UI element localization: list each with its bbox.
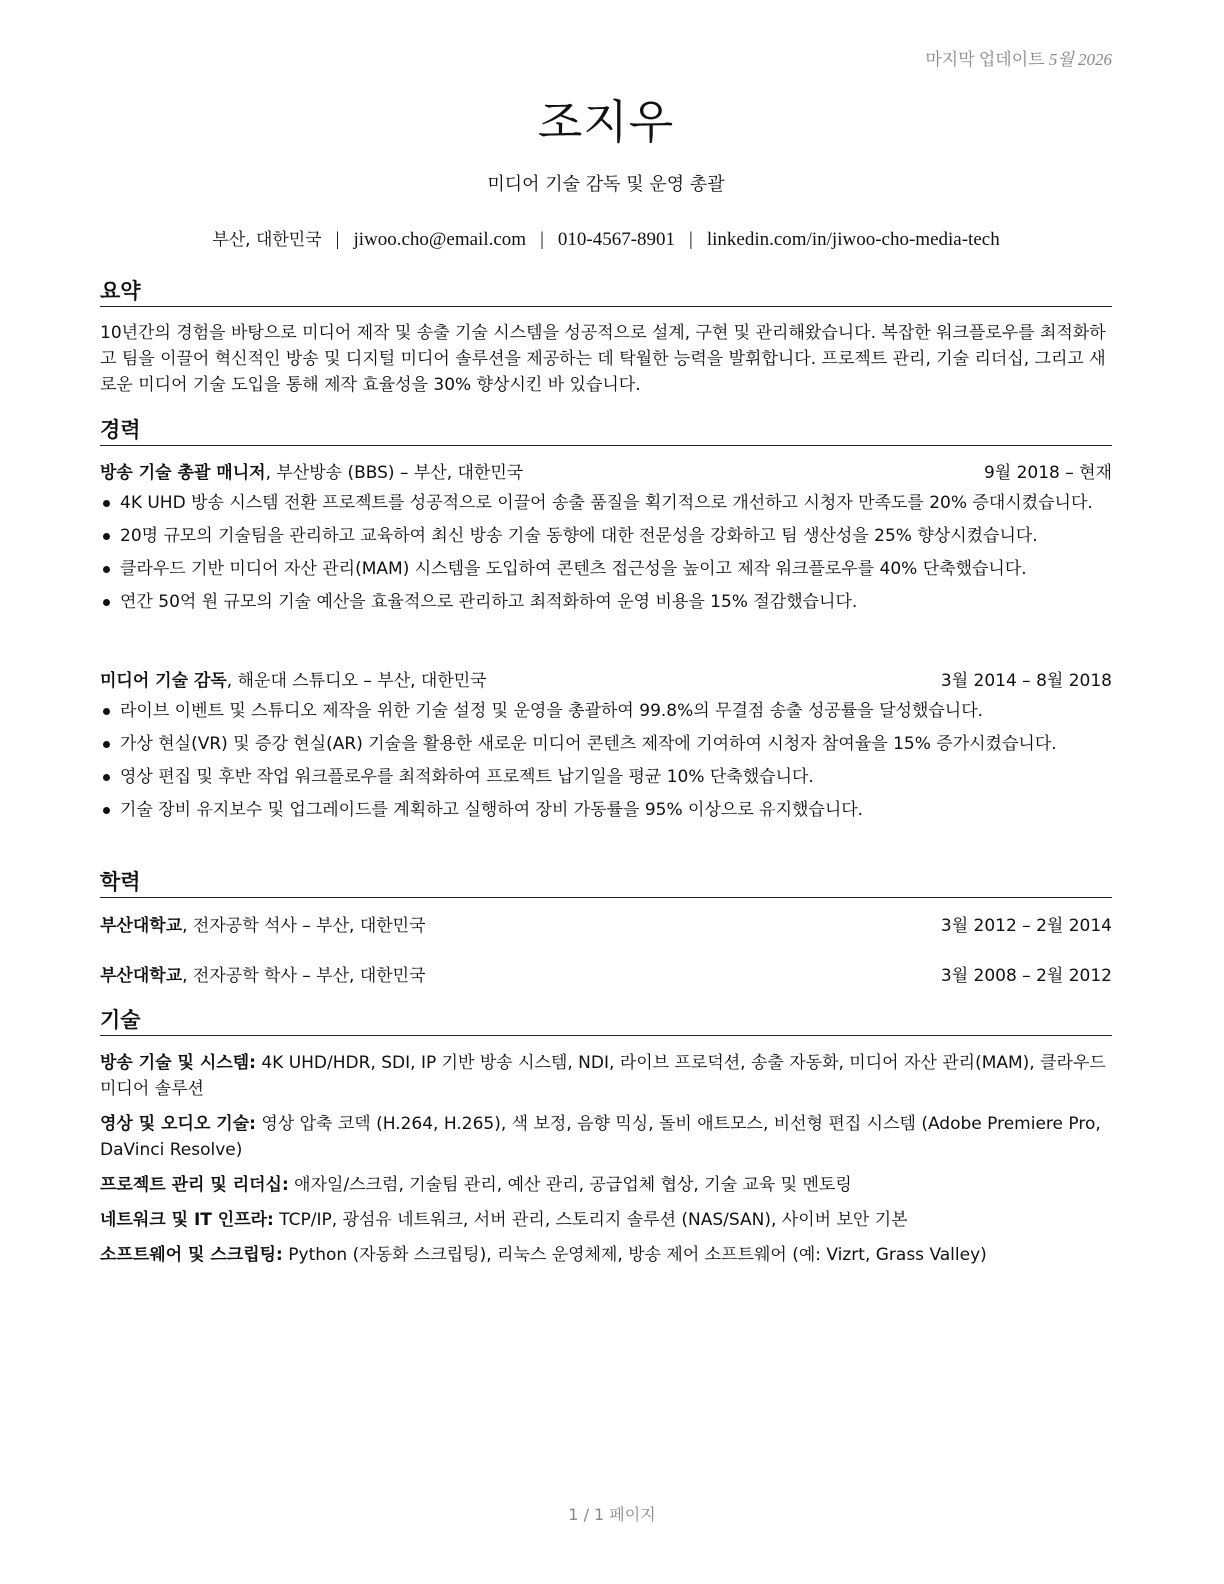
job-company: , 부산방송 (BBS) – 부산, 대한민국 (265, 463, 524, 483)
section-title-summary: 요약 (100, 278, 1112, 307)
last-updated-label: 마지막 업데이트 (925, 50, 1045, 69)
skill-row (100, 1242, 1112, 1268)
bullet-item: 클라우드 기반 미디어 자산 관리(MAM) 시스템을 도입하여 콘텐츠 접근성을 높이고 제작 워크플로우를 40% 단축했습니다. (100, 556, 1112, 582)
education-school: 부산대학교 (100, 916, 183, 936)
education-header (100, 913, 1112, 939)
contact-linkedin[interactable]: linkedin.com/in/jiwoo-cho-media-tech (706, 229, 1000, 250)
skill-category: 프로젝트 관리 및 리더십: (100, 1175, 289, 1195)
education-line (100, 963, 426, 989)
skill-items: 영상 압축 코덱 (H.264, H.265), 색 보정, 음향 믹싱, 돌비 애트모스, 비선형 편집 시스템 (Adobe Premiere Pro, DaVinci Resolve) (100, 1114, 1101, 1160)
contact-location: 부산, 대한민국 (212, 230, 322, 250)
section-title-education: 학력 (100, 869, 1112, 898)
contact-phone: 010-4567-8901 (557, 229, 676, 250)
last-updated (925, 45, 1112, 70)
job-title-line (100, 668, 487, 694)
skill-row (100, 1111, 1112, 1163)
skill-items: Python (자동화 스크립팅), 리눅스 운영체제, 방송 제어 소프트웨어 (예: Vizrt, Grass Valley) (282, 1245, 987, 1265)
job-dates: 3월 2014 – 8월 2018 (940, 671, 1112, 691)
education-dates: 3월 2012 – 2월 2014 (940, 916, 1112, 936)
job-bullets (100, 698, 1112, 823)
candidate-headline: 미디어 기술 감독 및 운영 총괄 (487, 174, 725, 195)
skill-category: 방송 기술 및 시스템: (100, 1053, 256, 1073)
education-dates: 3월 2008 – 2월 2012 (940, 966, 1112, 986)
contact-email[interactable]: jiwoo.cho@email.com (353, 229, 527, 250)
summary-text: 10년간의 경험을 바탕으로 미디어 제작 및 송출 기술 시스템을 성공적으로 설계, 구현 및 관리해왔습니다. 복잡한 워크플로우를 최적화하고 팀을 이끌어 혁신적인 방송 및 디지털 미디어 솔루션을 제공하는 데 탁월한 능력을 발휘합니다. 프로젝트 관리, 기술 리더십, 그리고 새로운 미디어 기술 도입을 통해 제작 효율성을 30% 향상시킨 바 있습니다. (100, 323, 1106, 395)
skill-category: 네트워크 및 IT 인프라: (100, 1210, 274, 1230)
experience-entry (100, 460, 1112, 622)
education-degree: , 전자공학 학사 – 부산, 대한민국 (182, 966, 426, 986)
skill-row (100, 1207, 1112, 1233)
education-entry (100, 913, 1112, 939)
education-entry (100, 963, 1112, 989)
skill-category: 소프트웨어 및 스크립팅: (100, 1245, 283, 1265)
experience-entry (100, 668, 1112, 830)
job-title: 방송 기술 총괄 매니저 (100, 463, 266, 483)
education-header (100, 963, 1112, 989)
education-school: 부산대학교 (100, 966, 183, 986)
bullet-item: 4K UHD 방송 시스템 전환 프로젝트를 성공적으로 이끌어 송출 품질을 획기적으로 개선하고 시청자 만족도를 20% 증대시켰습니다. (100, 490, 1112, 516)
bullet-item: 20명 규모의 기술팀을 관리하고 교육하여 최신 방송 기술 동향에 대한 전문성을 강화하고 팀 생산성을 25% 향상시켰습니다. (100, 523, 1112, 549)
contact-separator: | (689, 229, 693, 250)
skill-items: 애자일/스크럼, 기술팀 관리, 예산 관리, 공급업체 협상, 기술 교육 및 멘토링 (288, 1175, 852, 1195)
job-title: 미디어 기술 감독 (100, 671, 227, 691)
last-updated-date: 5월 2026 (1048, 50, 1112, 69)
section-title-experience: 경력 (100, 417, 1112, 446)
contact-separator: | (540, 229, 544, 250)
education-line (100, 913, 426, 939)
job-header (100, 668, 1112, 694)
bullet-item: 라이브 이벤트 및 스튜디오 제작을 위한 기술 설정 및 운영을 총괄하여 99.8%의 무결점 송출 성공률을 달성했습니다. (100, 698, 1112, 724)
job-title-line (100, 460, 523, 486)
job-dates: 9월 2018 – 현재 (983, 463, 1112, 483)
skill-row (100, 1172, 1112, 1198)
bullet-item: 연간 50억 원 규모의 기술 예산을 효율적으로 관리하고 최적화하여 운영 비용을 15% 절감했습니다. (100, 589, 1112, 615)
job-company: , 해운대 스튜디오 – 부산, 대한민국 (226, 671, 487, 691)
skill-row (100, 1050, 1112, 1102)
bullet-item: 영상 편집 및 후반 작업 워크플로우를 최적화하여 프로젝트 납기일을 평균 10% 단축했습니다. (100, 764, 1112, 790)
contact-separator: | (335, 229, 340, 250)
skill-items: TCP/IP, 광섬유 네트워크, 서버 관리, 스토리지 솔루션 (NAS/SAN), 사이버 보안 기본 (273, 1210, 908, 1230)
contact-line (100, 225, 1112, 251)
candidate-name: 조지우 (537, 95, 675, 149)
skill-items: 4K UHD/HDR, SDI, IP 기반 방송 시스템, NDI, 라이브 프로덕션, 송출 자동화, 미디어 자산 관리(MAM), 클라우드 미디어 솔루션 (100, 1053, 1106, 1099)
education-degree: , 전자공학 석사 – 부산, 대한민국 (182, 916, 426, 936)
job-bullets (100, 490, 1112, 615)
skill-category: 영상 및 오디오 기술: (100, 1114, 256, 1134)
page-number: 1 / 1 페이지 (568, 1505, 656, 1524)
section-title-skills: 기술 (100, 1007, 1112, 1036)
job-header (100, 460, 1112, 486)
bullet-item: 기술 장비 유지보수 및 업그레이드를 계획하고 실행하여 장비 가동률을 95% 이상으로 유지했습니다. (100, 797, 1112, 823)
skills-list (100, 1050, 1112, 1277)
bullet-item: 가상 현실(VR) 및 증강 현실(AR) 기술을 활용한 새로운 미디어 콘텐츠 제작에 기여하여 시청자 참여율을 15% 증가시켰습니다. (100, 731, 1112, 757)
